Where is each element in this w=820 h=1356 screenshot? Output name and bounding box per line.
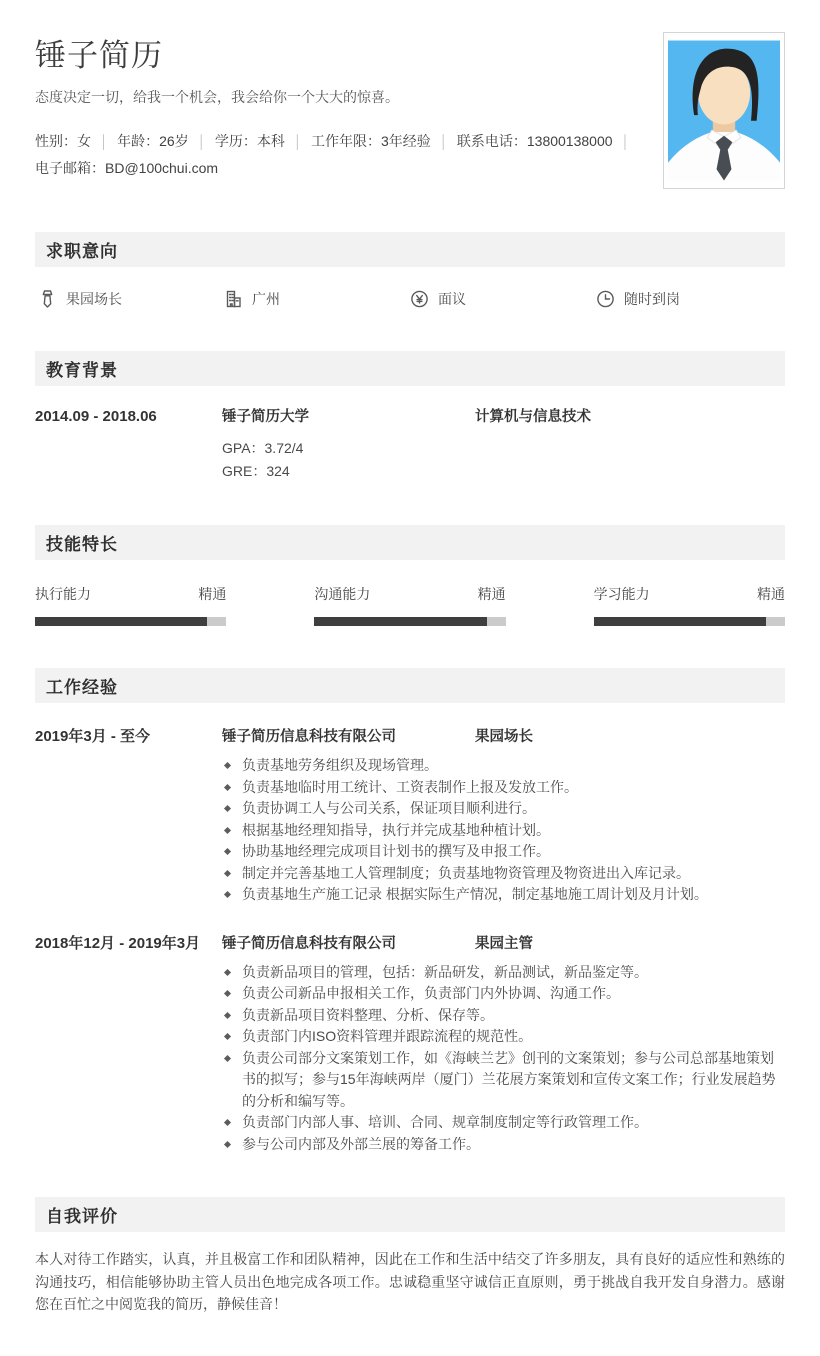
education-gre: GRE：324 xyxy=(222,463,290,479)
duty-item: 负责协调工人与公司关系，保证项目顺利进行。 xyxy=(222,798,785,820)
education-major: 计算机与信息技术 xyxy=(475,409,591,425)
bullet-icon xyxy=(224,968,231,975)
bullet-icon xyxy=(224,1033,231,1040)
duty-item: 负责公司部分文案策划工作，如《海峡兰艺》创刊的文案策划；参与公司总部基地策划书的拟写；参与15年海峡两岸（厦门）兰花展方案策划和宣传文案工作；行业发展趋势的分析和编写等。 xyxy=(222,1048,785,1113)
education-entry xyxy=(35,405,785,426)
intent-salary xyxy=(410,289,596,309)
bullet-icon xyxy=(224,1011,231,1018)
skill-level: 精通 xyxy=(477,586,506,602)
skill-name: 学习能力 xyxy=(593,586,650,602)
skill-item xyxy=(35,584,226,626)
clock-icon xyxy=(596,289,615,309)
evaluation-text: 本人对待工作踏实，认真，并且极富工作和团队精神，因此在工作和生活中结交了许多朋友，具有良好的适应性和熟练的沟通技巧，相信能够协助主管人员出色地完成各项工作。忠诚稳重坚守诚信正直原则，勇于挑战自我开发自身潜力。感谢您在百忙之中阅览我的简历，静候佳音！ xyxy=(35,1251,785,1312)
section-job-intent xyxy=(35,232,785,309)
skill-progress-fill xyxy=(594,617,766,626)
intent-row xyxy=(35,289,785,309)
profile-photo xyxy=(663,32,785,189)
skill-item xyxy=(594,584,785,626)
header-text xyxy=(35,30,650,182)
intent-position xyxy=(38,289,224,309)
info-education: 学历：本科 │ xyxy=(215,133,311,149)
duty-item: 负责新品项目的管理，包括：新品研发，新品测试，新品鉴定等。 xyxy=(222,962,785,984)
section-evaluation xyxy=(35,1197,785,1316)
education-body xyxy=(35,405,785,483)
duty-item: 负责基地劳务组织及现场管理。 xyxy=(222,755,785,777)
bullet-icon xyxy=(224,1054,231,1061)
skill-name: 执行能力 xyxy=(35,586,91,602)
job-company: 锤子简历信息科技有限公司 xyxy=(222,729,396,745)
skill-level: 精通 xyxy=(756,586,785,602)
avatar-illustration xyxy=(668,37,780,184)
section-skills xyxy=(35,525,785,626)
intent-city xyxy=(224,289,410,309)
yen-icon xyxy=(410,289,429,309)
bullet-icon xyxy=(224,848,231,855)
tagline: 态度决定一切，给我一个机会，我会给你一个大大的惊喜。 xyxy=(35,89,399,105)
skill-item xyxy=(314,584,505,626)
duty-item: 负责基地临时用工统计、工资表制作上报及发放工作。 xyxy=(222,777,785,799)
job-duties xyxy=(222,755,785,906)
bullet-icon xyxy=(224,869,231,876)
job-duties xyxy=(222,962,785,1156)
personal-info xyxy=(35,128,650,182)
duty-item: 参与公司内部及外部兰展的筹备工作。 xyxy=(222,1134,785,1156)
section-title-evaluation: 自我评价 xyxy=(35,1197,785,1232)
skill-level: 精通 xyxy=(198,586,227,602)
skill-progress-fill xyxy=(35,617,207,626)
skill-progress-fill xyxy=(314,617,486,626)
bullet-icon xyxy=(224,783,231,790)
section-title-experience: 工作经验 xyxy=(35,668,785,703)
section-title-intent: 求职意向 xyxy=(35,232,785,267)
section-experience xyxy=(35,668,785,1155)
duty-item: 根据基地经理知指导，执行并完成基地种植计划。 xyxy=(222,820,785,842)
intent-position-label: 果园场长 xyxy=(66,291,122,307)
building-icon xyxy=(224,289,243,309)
duty-item: 负责部门内ISO资料管理并跟踪流程的规范性。 xyxy=(222,1026,785,1048)
duty-item: 协助基地经理完成项目计划书的撰写及申报工作。 xyxy=(222,841,785,863)
job-entry xyxy=(35,932,785,1156)
section-title-education: 教育背景 xyxy=(35,351,785,386)
bullet-icon xyxy=(224,1140,231,1147)
section-education xyxy=(35,351,785,483)
info-gender: 性别：女 │ xyxy=(35,133,117,149)
bullet-icon xyxy=(224,891,231,898)
duty-item: 负责基地生产施工记录 根据实际生产情况，制定基地施工周计划及月计划。 xyxy=(222,884,785,906)
duty-item: 负责部门内部人事、培训、合同、规章制度制定等行政管理工作。 xyxy=(222,1112,785,1134)
job-period: 2019年3月 - 至今 xyxy=(35,728,151,745)
bullet-icon xyxy=(224,990,231,997)
education-period: 2014.09 - 2018.06 xyxy=(35,408,157,425)
page-title: 锤子简历 xyxy=(35,38,163,73)
skill-progress-bar xyxy=(35,617,226,626)
info-email: 电子邮箱：BD@100chui.com xyxy=(35,160,219,176)
education-school: 锤子简历大学 xyxy=(222,409,309,425)
skill-name: 沟通能力 xyxy=(314,586,371,602)
tie-icon xyxy=(38,289,57,309)
job-company: 锤子简历信息科技有限公司 xyxy=(222,935,396,952)
info-phone: 联系电话：13800138000 │ xyxy=(457,133,639,149)
duty-item: 负责公司新品申报相关工作，负责部门内外协调、沟通工作。 xyxy=(222,983,785,1005)
job-period: 2018年12月 - 2019年3月 xyxy=(35,934,201,952)
bullet-icon xyxy=(224,826,231,833)
resume-header xyxy=(35,30,785,190)
section-title-skills: 技能特长 xyxy=(35,525,785,560)
bullet-icon xyxy=(224,805,231,812)
job-entry xyxy=(35,725,785,906)
info-age: 年龄：26岁 │ xyxy=(117,133,215,149)
intent-availability-label: 随时到岗 xyxy=(624,291,680,307)
intent-availability xyxy=(596,289,782,309)
skill-progress-bar xyxy=(594,617,785,626)
job-position: 果园场长 xyxy=(475,729,533,745)
skills-row xyxy=(35,584,785,626)
bullet-icon xyxy=(224,1119,231,1126)
duty-item: 负责新品项目资料整理、分析、保存等。 xyxy=(222,1005,785,1027)
education-details xyxy=(222,437,785,483)
duty-item: 制定并完善基地工人管理制度；负责基地物资管理及物资进出入库记录。 xyxy=(222,863,785,885)
education-gpa: GPA：3.72/4 xyxy=(222,440,304,456)
skill-progress-bar xyxy=(314,617,505,626)
intent-salary-label: 面议 xyxy=(438,291,466,307)
info-years: 工作年限：3年经验 │ xyxy=(311,133,457,149)
job-position: 果园主管 xyxy=(475,935,533,952)
intent-city-label: 广州 xyxy=(252,291,280,307)
bullet-icon xyxy=(224,762,231,769)
